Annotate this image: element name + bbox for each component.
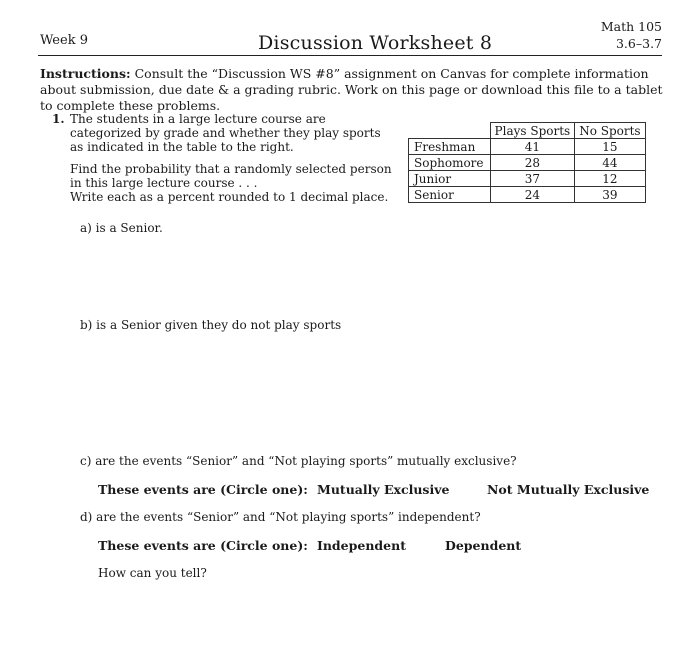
problem-intro: The students in a large lecture course are categorized by grade and whether they play sports as indicated in the table to the right. — [70, 112, 381, 154]
problem-number: 1. — [52, 112, 65, 126]
table-cell: 39 — [575, 187, 645, 203]
column-header: No Sports — [575, 123, 645, 139]
table-cell: 12 — [575, 171, 645, 187]
option-independent[interactable]: Independent — [317, 538, 406, 553]
table-cell: 37 — [490, 171, 575, 187]
table-corner — [409, 123, 491, 139]
table-cell: 41 — [490, 139, 575, 155]
option-not-mutually-exclusive[interactable]: Not Mutually Exclusive — [487, 482, 650, 497]
row-label: Junior — [409, 171, 491, 187]
part-c: c) are the events “Senior” and “Not playing sports” mutually exclusive? — [80, 454, 517, 468]
problem-task: Find the probability that a randomly selected person in this large lecture course . . . — [70, 162, 392, 190]
table-row — [409, 187, 646, 203]
table-cell: 15 — [575, 139, 645, 155]
course-sections: 3.6–3.7 — [615, 36, 662, 51]
part-d-circle-label: These events are (Circle one): — [98, 538, 308, 553]
option-mutually-exclusive[interactable]: Mutually Exclusive — [317, 482, 450, 497]
part-c-circle-label: These events are (Circle one): — [98, 482, 308, 497]
instructions — [40, 66, 666, 114]
table-row — [409, 155, 646, 171]
option-dependent[interactable]: Dependent — [445, 538, 522, 553]
instructions-label: Instructions: — [40, 66, 131, 81]
table-row — [409, 171, 646, 187]
problem-1 — [52, 112, 392, 212]
row-label: Sophomore — [409, 155, 491, 171]
sports-table — [408, 122, 646, 203]
row-label: Senior — [409, 187, 491, 203]
part-d: d) are the events “Senior” and “Not playing sports” independent? — [80, 510, 481, 524]
week-label: Week 9 — [40, 33, 88, 48]
table-cell: 44 — [575, 155, 645, 171]
instructions-text: Consult the “Discussion WS #8” assignment on Canvas for complete information about submission, due date & a grading rubric. Work on this page or download this file to a tablet to complete these problems. — [40, 66, 663, 113]
row-label: Freshman — [409, 139, 491, 155]
part-b: b) is a Senior given they do not play sports — [80, 318, 342, 332]
part-a: a) is a Senior. — [80, 221, 163, 235]
column-header: Plays Sports — [490, 123, 575, 139]
course-info — [601, 18, 662, 52]
table-row — [409, 139, 646, 155]
how-can-you-tell: How can you tell? — [98, 566, 207, 580]
worksheet-title: Discussion Worksheet 8 — [258, 32, 493, 54]
table-cell: 28 — [490, 155, 575, 171]
header-rule — [38, 55, 662, 56]
table-header-row — [409, 123, 646, 139]
course-name: Math 105 — [600, 19, 662, 34]
problem-format: Write each as a percent rounded to 1 decimal place. — [70, 190, 389, 204]
table-cell: 24 — [490, 187, 575, 203]
